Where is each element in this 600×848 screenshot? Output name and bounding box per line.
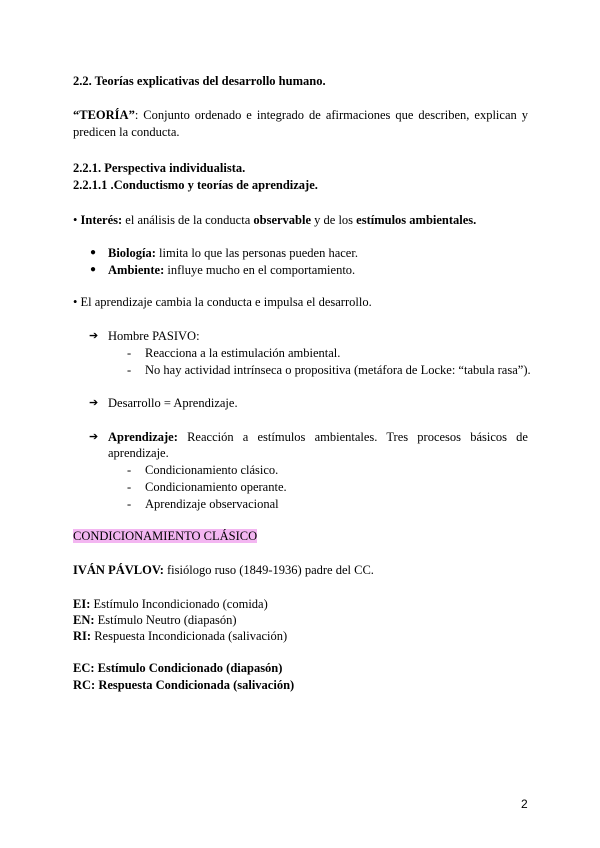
proceso-text: Condicionamiento operante. [145, 480, 287, 494]
dash-glyph: - [127, 480, 132, 494]
term-text: Respuesta Incondicionada (salivación) [91, 629, 288, 643]
teoria-definition-line-1 [73, 107, 528, 123]
interes-paragraph [73, 212, 476, 228]
dash-glyph: - [127, 363, 132, 377]
factor-ambiente [73, 262, 355, 278]
pavlov-label: IVÁN PÁVLOV: [73, 563, 164, 577]
aprendizaje-line-1 [108, 429, 528, 445]
dash-glyph: - [127, 463, 132, 477]
section-heading-2-2-1-1: 2.2.1.1 .Conductismo y teorías de aprendizaje. [73, 178, 318, 192]
hombre-title: Hombre PASIVO: [108, 329, 200, 343]
interes-text-1: el análisis de la conducta [122, 213, 254, 227]
pavlov-line [73, 562, 374, 578]
arrow-icon: ➔ [89, 330, 99, 342]
term-en [73, 612, 237, 628]
hombre-subitem-text: No hay actividad intrínseca o propositiva (metáfora de Locke: “tabula rasa”). [145, 363, 531, 377]
dash-glyph: - [127, 497, 132, 511]
document-page [73, 0, 531, 848]
term-abbr: EN: [73, 613, 95, 627]
arrow-icon: ➔ [89, 397, 99, 409]
factor-biologia [73, 245, 358, 261]
arrow-icon: ➔ [89, 431, 99, 443]
proceso-3 [73, 496, 279, 512]
desarrollo-text: Desarrollo = Aprendizaje. [108, 396, 238, 410]
term-rc: RC: Respuesta Condicionada (salivación) [73, 678, 295, 692]
term-abbr: RI: [73, 629, 92, 643]
interes-text-2: y de los [311, 213, 357, 227]
interes-bold-1: observable [253, 213, 312, 227]
aprendizaje-statement: • El aprendizaje cambia la conducta e impulsa el desarrollo. [73, 295, 372, 309]
proceso-1 [73, 462, 278, 478]
desarrollo-item [73, 395, 238, 411]
term-text: Estímulo Neutro (diapasón) [94, 613, 237, 627]
factor-label: Biología: [108, 246, 156, 260]
teoria-term: “TEORÍA” [73, 108, 135, 122]
bullet-dot-icon: ● [90, 247, 97, 258]
factor-text: limita lo que las personas pueden hacer. [155, 246, 358, 260]
factor-label: Ambiente: [108, 263, 165, 277]
aprendizaje-label: Aprendizaje: [108, 430, 178, 444]
term-ei [73, 596, 268, 612]
interes-label: Interés: [80, 213, 123, 227]
term-abbr: EI: [73, 597, 91, 611]
proceso-text: Condicionamiento clásico. [145, 463, 279, 477]
term-text: Estímulo Incondicionado (comida) [90, 597, 268, 611]
section-heading-2-2-1: 2.2.1. Perspectiva individualista. [73, 161, 246, 175]
interes-bold-2: estímulos ambientales. [356, 213, 477, 227]
term-ec: EC: Estímulo Condicionado (diapasón) [73, 661, 283, 675]
pavlov-text: fisiólogo ruso (1849-1936) padre del CC. [163, 563, 374, 577]
hombre-pasivo-item [73, 328, 200, 344]
bullet-dot-icon: ● [90, 264, 97, 275]
hombre-subitem-text: Reacciona a la estimulación ambiental. [145, 346, 341, 360]
highlighted-heading: CONDICIONAMIENTO CLÁSICO [73, 529, 258, 543]
aprendizaje-text: Reacción a estímulos ambientales. Tres procesos básicos de [177, 430, 528, 444]
hombre-subitem-2 [73, 362, 531, 378]
factor-text: influye mucho en el comportamiento. [164, 263, 356, 277]
aprendizaje-line-2: aprendizaje. [108, 446, 169, 460]
hombre-subitem-1 [73, 345, 340, 361]
page-number: 2 [521, 797, 528, 811]
section-heading-2-2: 2.2. Teorías explicativas del desarrollo humano. [73, 74, 326, 88]
proceso-2 [73, 479, 287, 495]
proceso-text: Aprendizaje observacional [145, 497, 279, 511]
aprendizaje-item [73, 429, 528, 445]
bullet-glyph: • [73, 213, 78, 227]
condicionamiento-clasico-heading [73, 528, 257, 544]
dash-glyph: - [127, 346, 132, 360]
term-ri [73, 628, 287, 644]
teoria-definition-line-2: predicen la conducta. [73, 125, 180, 139]
teoria-definition-text: : Conjunto ordenado e integrado de afirmaciones que describen, explican y [134, 108, 528, 122]
